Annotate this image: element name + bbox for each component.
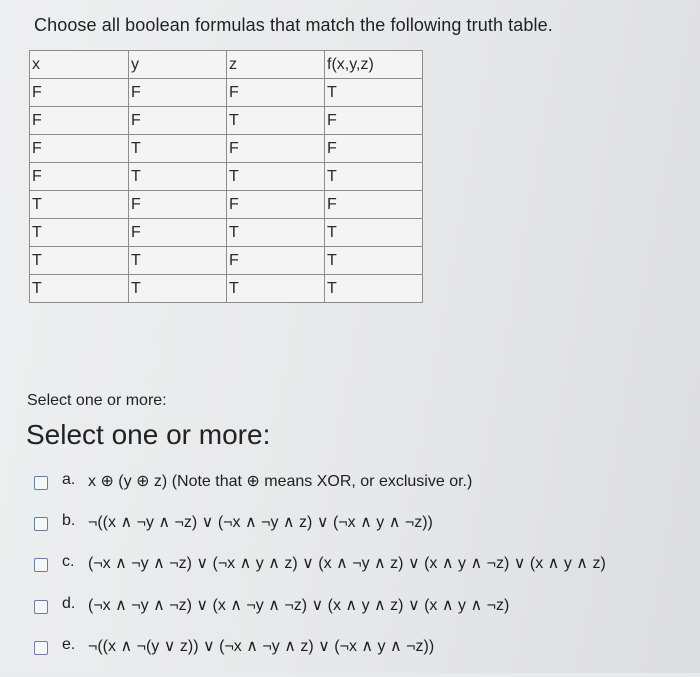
table-cell: F: [227, 135, 325, 163]
table-header-cell: f(x,y,z): [325, 51, 423, 79]
option-checkbox[interactable]: [34, 558, 48, 572]
option-checkbox[interactable]: [34, 476, 48, 490]
table-cell: T: [227, 219, 325, 247]
option-text: ¬((x ∧ ¬y ∧ ¬z) ∨ (¬x ∧ ¬y ∧ z) ∨ (¬x ∧ y ∧ ¬z)): [88, 514, 433, 532]
table-row: [30, 191, 423, 219]
table-cell: T: [30, 191, 129, 219]
option-d[interactable]: [34, 595, 606, 636]
truth-table: [29, 50, 423, 303]
table-cell: T: [325, 247, 423, 275]
option-letter: a.: [62, 471, 76, 488]
option-checkbox[interactable]: [34, 641, 48, 655]
option-letter: e.: [62, 635, 76, 653]
table-cell: T: [30, 219, 129, 247]
table-cell: F: [30, 107, 129, 135]
table-row: [30, 163, 423, 191]
table-row: [30, 275, 423, 303]
table-cell: T: [129, 247, 227, 275]
table-cell: F: [129, 219, 227, 247]
table-cell: T: [227, 275, 325, 303]
table-header-row: [30, 51, 423, 79]
table-cell: T: [129, 163, 227, 191]
table-cell: F: [325, 191, 423, 219]
option-e[interactable]: [34, 636, 606, 677]
table-row: [30, 219, 423, 247]
table-cell: T: [227, 107, 325, 135]
table-header-cell: z: [227, 51, 325, 79]
table-row: [30, 135, 423, 163]
table-header-cell: y: [129, 51, 227, 79]
option-letter: c.: [62, 553, 75, 571]
option-text: x ⊕ (y ⊕ z) (Note that ⊕ means XOR, or exclusive or.): [88, 473, 473, 490]
table-cell: F: [129, 107, 227, 135]
table-cell: F: [129, 191, 227, 219]
table-row: [30, 79, 423, 107]
option-letter: b.: [62, 512, 76, 530]
option-text: (¬x ∧ ¬y ∧ ¬z) ∨ (x ∧ ¬y ∧ ¬z) ∨ (x ∧ y ∧ z) ∨ (x ∧ y ∧ ¬z): [88, 596, 510, 614]
table-cell: F: [129, 79, 227, 107]
option-text: (¬x ∧ ¬y ∧ ¬z) ∨ (¬x ∧ y ∧ z) ∨ (x ∧ ¬y ∧ z) ∨ (x ∧ y ∧ ¬z) ∨ (x ∧ y ∧ z): [88, 555, 606, 573]
table-cell: F: [30, 163, 129, 191]
table-cell: T: [325, 275, 423, 303]
table-cell: T: [30, 275, 129, 303]
question-text: Choose all boolean formulas that match the following truth table.: [34, 15, 553, 35]
select-prompt-large: Select one or more:: [26, 419, 271, 450]
table-cell: T: [325, 219, 423, 247]
table-cell: F: [227, 79, 325, 107]
table-header-cell: x: [30, 51, 129, 79]
option-c[interactable]: [34, 553, 606, 594]
table-cell: T: [227, 163, 325, 191]
option-letter: d.: [62, 594, 76, 612]
table-cell: T: [30, 247, 129, 275]
table-cell: T: [325, 79, 423, 107]
table-cell: F: [227, 191, 325, 219]
table-cell: F: [30, 79, 129, 107]
table-cell: F: [30, 135, 129, 163]
table-cell: T: [129, 135, 227, 163]
table-cell: F: [325, 135, 423, 163]
option-a[interactable]: [34, 471, 606, 512]
table-cell: T: [129, 275, 227, 303]
select-prompt-small: Select one or more:: [27, 392, 167, 409]
option-text: ¬((x ∧ ¬(y ∨ z)) ∨ (¬x ∧ ¬y ∧ z) ∨ (¬x ∧ y ∧ ¬z)): [88, 637, 435, 655]
option-b[interactable]: [34, 512, 606, 553]
table-row: [30, 107, 423, 135]
option-checkbox[interactable]: [34, 600, 48, 614]
table-cell: F: [325, 107, 423, 135]
table-cell: T: [325, 163, 423, 191]
table-cell: F: [227, 247, 325, 275]
option-checkbox[interactable]: [34, 517, 48, 531]
table-row: [30, 247, 423, 275]
answer-options: [34, 471, 606, 677]
